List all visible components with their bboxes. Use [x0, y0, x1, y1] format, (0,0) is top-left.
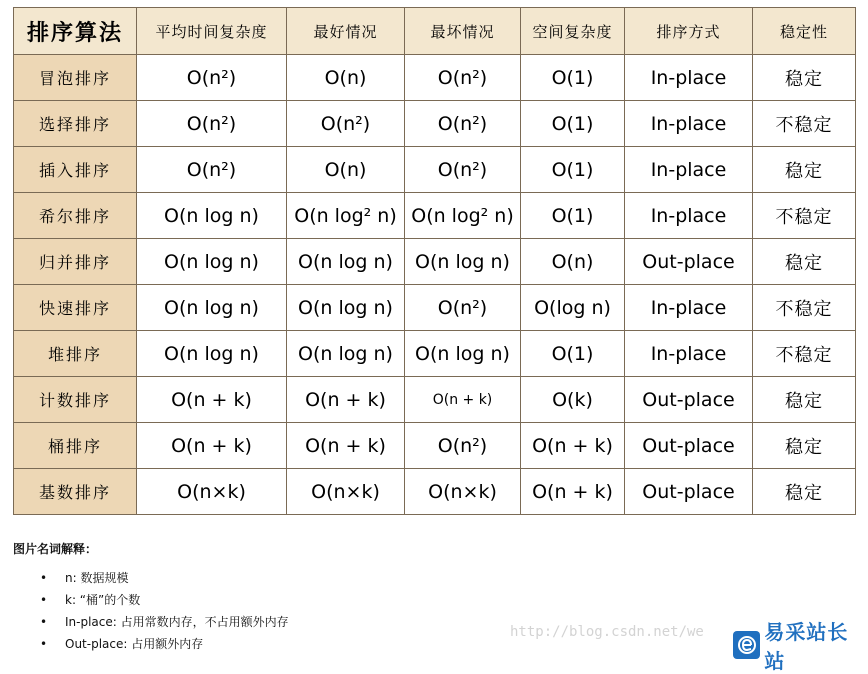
table-row [14, 55, 856, 101]
algorithm-name: 插入排序 [14, 147, 137, 193]
table-row [14, 423, 856, 469]
worst-case-cell: O(n + k) [405, 377, 521, 423]
space-cell: O(1) [521, 147, 625, 193]
table-row [14, 101, 856, 147]
table-header-row [14, 8, 856, 55]
bullet-icon: • [40, 571, 48, 585]
algorithm-name: 堆排序 [14, 331, 137, 377]
method-cell: Out-place [625, 423, 753, 469]
space-cell: O(1) [521, 101, 625, 147]
method-cell: Out-place [625, 239, 753, 285]
average-time-cell: O(n log n) [137, 239, 287, 285]
best-case-cell: O(n²) [287, 101, 405, 147]
best-case-cell: O(n×k) [287, 469, 405, 515]
column-header-average-time: 平均时间复杂度 [137, 8, 287, 55]
worst-case-cell: O(n²) [405, 55, 521, 101]
list-item [13, 611, 289, 633]
worst-case-cell: O(n log² n) [405, 193, 521, 239]
column-header-worst-case: 最坏情况 [405, 8, 521, 55]
best-case-cell: O(n + k) [287, 423, 405, 469]
column-header-algorithm: 排序算法 [14, 8, 137, 55]
space-cell: O(n + k) [521, 423, 625, 469]
stability-cell: 稳定 [753, 423, 856, 469]
algorithm-name: 归并排序 [14, 239, 137, 285]
stability-cell: 稳定 [753, 147, 856, 193]
logo-e-icon [733, 631, 760, 659]
column-header-best-case: 最好情况 [287, 8, 405, 55]
algorithm-name: 计数排序 [14, 377, 137, 423]
worst-case-cell: O(n log n) [405, 331, 521, 377]
site-watermark-logo [733, 619, 867, 673]
table-row [14, 377, 856, 423]
column-header-stability: 稳定性 [753, 8, 856, 55]
worst-case-cell: O(n²) [405, 147, 521, 193]
method-cell: Out-place [625, 469, 753, 515]
glossary-title: 图片名词解释： [13, 542, 98, 556]
stability-cell: 稳定 [753, 377, 856, 423]
method-cell: In-place [625, 331, 753, 377]
stability-cell: 稳定 [753, 469, 856, 515]
table-row [14, 147, 856, 193]
glossary-item-text: n: 数据规模 [65, 571, 129, 585]
sorting-algorithm-table [13, 7, 856, 515]
stability-cell: 不稳定 [753, 101, 856, 147]
algorithm-name: 选择排序 [14, 101, 137, 147]
table-row [14, 331, 856, 377]
bullet-icon: • [40, 593, 48, 607]
stability-cell: 稳定 [753, 55, 856, 101]
algorithm-name: 冒泡排序 [14, 55, 137, 101]
worst-case-cell: O(n²) [405, 423, 521, 469]
average-time-cell: O(n log n) [137, 285, 287, 331]
best-case-cell: O(n log n) [287, 285, 405, 331]
average-time-cell: O(n×k) [137, 469, 287, 515]
best-case-cell: O(n log n) [287, 239, 405, 285]
method-cell: Out-place [625, 377, 753, 423]
space-cell: O(1) [521, 331, 625, 377]
list-item [13, 633, 289, 655]
average-time-cell: O(n²) [137, 55, 287, 101]
stability-cell: 不稳定 [753, 193, 856, 239]
best-case-cell: O(n + k) [287, 377, 405, 423]
list-item [13, 567, 289, 589]
method-cell: In-place [625, 193, 753, 239]
worst-case-cell: O(n×k) [405, 469, 521, 515]
algorithm-name: 希尔排序 [14, 193, 137, 239]
average-time-cell: O(n log n) [137, 193, 287, 239]
logo-text: 易采站长站 [764, 619, 849, 673]
column-header-method: 排序方式 [625, 8, 753, 55]
space-cell: O(log n) [521, 285, 625, 331]
bullet-icon: • [40, 637, 48, 651]
list-item [13, 589, 289, 611]
best-case-cell: O(n log n) [287, 331, 405, 377]
method-cell: In-place [625, 55, 753, 101]
glossary-item-text: Out-place: 占用额外内存 [65, 637, 204, 651]
worst-case-cell: O(n²) [405, 285, 521, 331]
method-cell: In-place [625, 101, 753, 147]
space-cell: O(1) [521, 193, 625, 239]
table-row [14, 469, 856, 515]
space-cell: O(k) [521, 377, 625, 423]
method-cell: In-place [625, 285, 753, 331]
stability-cell: 稳定 [753, 239, 856, 285]
stability-cell: 不稳定 [753, 285, 856, 331]
glossary-item-text: In-place: 占用常数内存，不占用额外内存 [65, 615, 289, 629]
best-case-cell: O(n) [287, 55, 405, 101]
table-row [14, 285, 856, 331]
watermark-url: http://blog.csdn.net/we [510, 624, 704, 640]
algorithm-name: 快速排序 [14, 285, 137, 331]
space-cell: O(1) [521, 55, 625, 101]
stability-cell: 不稳定 [753, 331, 856, 377]
best-case-cell: O(n) [287, 147, 405, 193]
algorithm-name: 基数排序 [14, 469, 137, 515]
average-time-cell: O(n + k) [137, 377, 287, 423]
glossary-list [13, 567, 289, 655]
algorithm-name: 桶排序 [14, 423, 137, 469]
worst-case-cell: O(n log n) [405, 239, 521, 285]
space-cell: O(n + k) [521, 469, 625, 515]
space-cell: O(n) [521, 239, 625, 285]
table-row [14, 193, 856, 239]
best-case-cell: O(n log² n) [287, 193, 405, 239]
bullet-icon: • [40, 615, 48, 629]
column-header-space: 空间复杂度 [521, 8, 625, 55]
glossary-item-text: k: “桶”的个数 [65, 593, 141, 607]
average-time-cell: O(n + k) [137, 423, 287, 469]
average-time-cell: O(n²) [137, 147, 287, 193]
glossary-section [13, 540, 289, 655]
method-cell: In-place [625, 147, 753, 193]
table-row [14, 239, 856, 285]
average-time-cell: O(n²) [137, 101, 287, 147]
worst-case-cell: O(n²) [405, 101, 521, 147]
average-time-cell: O(n log n) [137, 331, 287, 377]
